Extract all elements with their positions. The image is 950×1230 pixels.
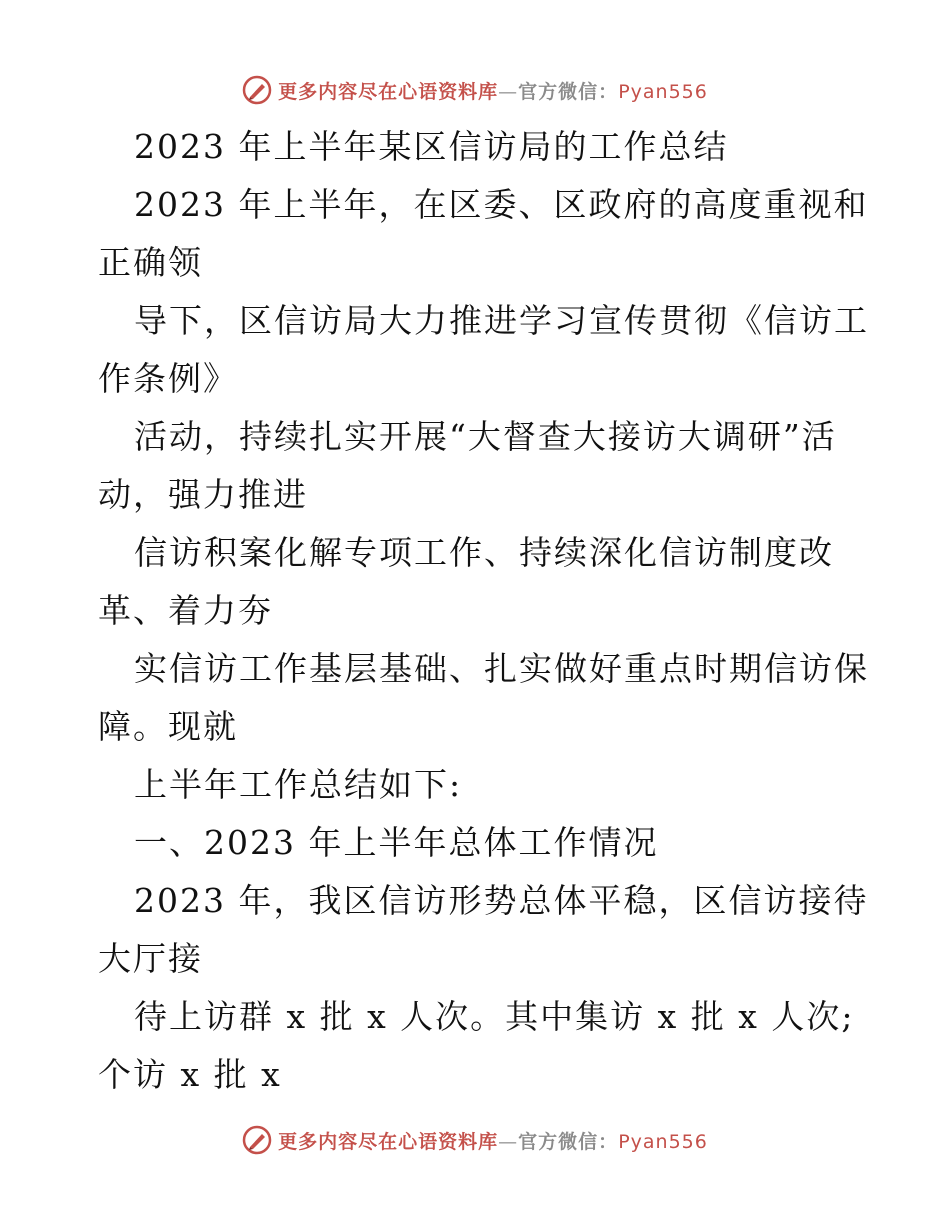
footer-banner: [0, 1123, 950, 1157]
pen-logo-icon: [242, 1125, 272, 1155]
text-line: 障。现就: [98, 707, 238, 746]
banner-dash: —: [498, 80, 519, 103]
banner-main-text: 更多内容尽在心语资料库: [278, 1130, 499, 1153]
banner-wechat-id: Pyan556: [618, 80, 708, 103]
text-line: 信访积案化解专项工作、持续深化信访制度改: [134, 533, 834, 572]
banner-main-text: 更多内容尽在心语资料库: [278, 80, 499, 103]
text-line: 上半年工作总结如下:: [134, 765, 463, 804]
document-body: [98, 118, 869, 1104]
text-line: 2023 年，我区信访形势总体平稳，区信访接待: [134, 881, 869, 920]
text-line: 导下，区信访局大力推进学习宣传贯彻《信访工: [134, 301, 869, 340]
text-line: 2023 年上半年，在区委、区政府的高度重视和: [134, 185, 869, 224]
text-line: 大厅接: [98, 939, 203, 978]
text-line: 实信访工作基层基础、扎实做好重点时期信访保: [134, 649, 869, 688]
document-title: 2023 年上半年某区信访局的工作总结: [134, 127, 729, 166]
text-line: 作条例》: [98, 359, 238, 398]
text-line: 待上访群 x 批 x 人次。其中集访 x 批 x 人次;: [134, 997, 855, 1036]
header-banner: [0, 73, 950, 107]
pen-logo-icon: [242, 75, 272, 105]
banner-label: 官方微信：: [518, 1130, 619, 1153]
banner-dash: —: [498, 1130, 519, 1153]
banner-label: 官方微信：: [518, 80, 619, 103]
text-line: 活动，持续扎实开展“大督查大接访大调研”活: [134, 417, 837, 456]
text-line: 革、着力夯: [98, 591, 273, 630]
banner-wechat-id: Pyan556: [618, 1130, 708, 1153]
text-line: 动，强力推进: [98, 475, 308, 514]
text-line: 正确领: [98, 243, 203, 282]
section-heading: 一、2023 年上半年总体工作情况: [134, 823, 659, 862]
text-line: 个访 x 批 x: [98, 1055, 282, 1094]
